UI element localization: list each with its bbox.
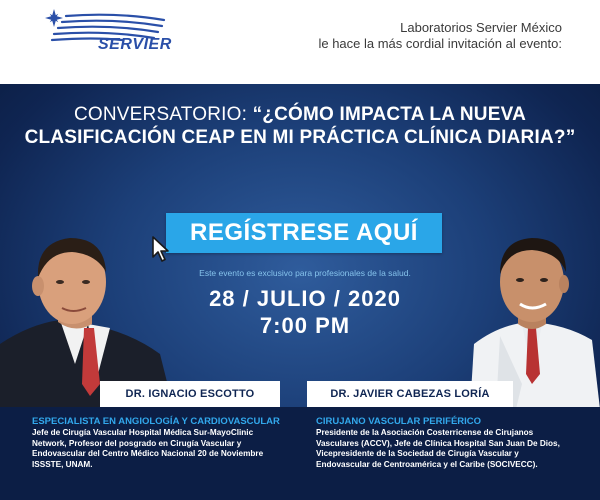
headline-line-2: CLASIFICACIÓN CEAP EN MI PRÁCTICA CLÍNICA DIARIA?” xyxy=(24,127,576,148)
speaker-right-name-plate xyxy=(307,381,513,407)
speaker-right-description: Presidente de la Asociación Costerricense de Cirujanos Vasculares (ACCV), Jefe de Clínica Hospital San Juan De Dios, Vicepresidente de la Sociedad de Cirugía Vascular y Endovascular de Centroamérica y el Caribe (SOCIVECC). xyxy=(316,428,560,469)
professionals-only-note: Este evento es exclusivo para profesionales de la salud. xyxy=(199,268,411,278)
register-button[interactable] xyxy=(166,213,442,253)
register-button-label: REGÍSTRESE AQUÍ xyxy=(190,219,418,246)
speaker-left-bio xyxy=(32,416,282,470)
speaker-right-name: DR. JAVIER CABEZAS LORÍA xyxy=(330,388,490,400)
header xyxy=(0,0,600,84)
headline-line-1 xyxy=(0,104,600,126)
headline-question-start: “¿CÓMO IMPACTA LA NUEVA xyxy=(252,104,526,125)
speaker-left-specialty: ESPECIALISTA EN ANGIOLOGÍA Y CARDIOVASCULAR xyxy=(32,416,280,427)
event-date: 28 / JULIO / 2020 xyxy=(209,286,401,311)
speaker-bios xyxy=(0,407,600,500)
invitation-line-1: Laboratorios Servier México xyxy=(400,20,562,35)
speaker-right-bio xyxy=(316,416,566,470)
invitation-text xyxy=(262,20,562,52)
mouse-cursor-icon xyxy=(151,235,173,263)
event-headline xyxy=(0,104,600,150)
speaker-left-name-plate xyxy=(100,381,280,407)
headline-prefix: CONVERSATORIO: xyxy=(73,104,253,125)
event-banner xyxy=(0,84,600,500)
speaker-left-description: Jefe de Cirugía Vascular Hospital Médica Sur-MayoClinic Network, Profesor del posgrado en Cirugía Vascular y Endovascular del Centro Médico Nacional 20 de Noviembre ISSSTE, UNAM. xyxy=(32,428,264,469)
invitation-line-2: le hace la más cordial invitación al evento: xyxy=(318,36,562,51)
speaker-left-name: DR. IGNACIO ESCOTTO xyxy=(125,388,255,400)
event-time: 7:00 PM xyxy=(259,313,351,338)
speaker-right-specialty: CIRUJANO VASCULAR PERIFÉRICO xyxy=(316,416,482,427)
servier-logo-text: SERVIER xyxy=(98,36,172,53)
